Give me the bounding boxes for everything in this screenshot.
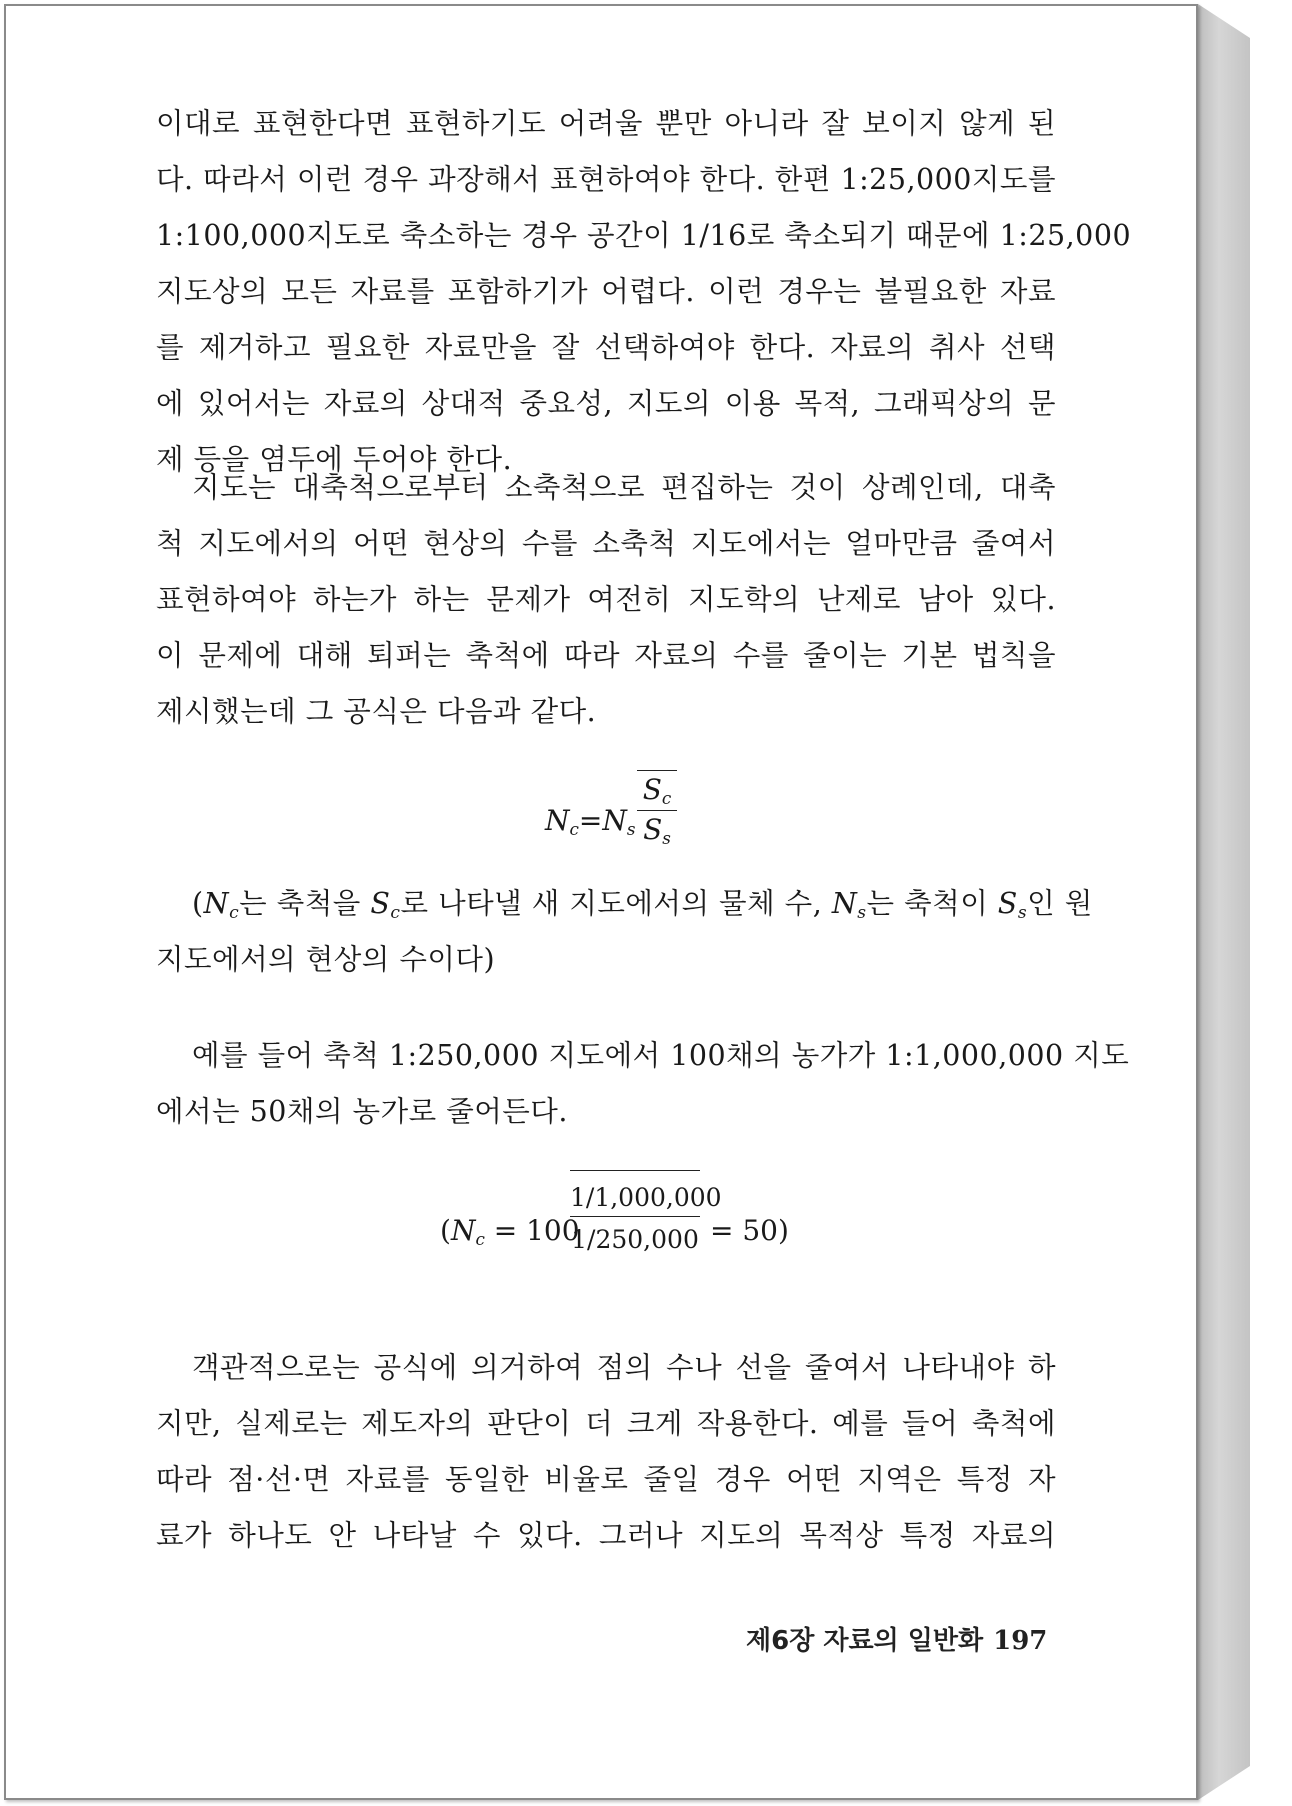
text-line: 지도는 대축척으로부터 소축척으로 편집하는 것이 상례인데, 대축: [192, 471, 1056, 504]
formula-example: [440, 1170, 800, 1280]
fraction-denominator: $S_s$: [643, 813, 671, 848]
paragraph-4: [156, 1340, 1056, 1564]
formula-lhs: $N_c=N_s$: [545, 804, 636, 839]
text-line: ($N_c$는 축척을 $S_c$로 나타낼 새 지도에서의 물체 수, $N_s$는 축척이 $S_s$인 원: [192, 887, 1093, 923]
text-line: 이 문제에 대해 퇴퍼는 축척에 따라 자료의 수를 줄이는 기본 법칙을: [156, 639, 1056, 672]
fraction-numerator: 1/1,000,000: [570, 1170, 700, 1212]
text-line: 따라 점·선·면 자료를 동일한 비율로 줄일 경우 어떤 지역은 특정 자: [156, 1463, 1056, 1496]
page-footer: [746, 1620, 1047, 1657]
text-line: 에서는 50채의 농가로 줄어든다.: [156, 1095, 568, 1128]
fraction-denominator: 1/250,000: [571, 1225, 699, 1254]
text-line: 를 제거하고 필요한 자료만을 잘 선택하여야 한다. 자료의 취사 선택: [156, 331, 1056, 364]
formula-legend: [156, 876, 1093, 988]
text-line: 표현하여야 하는가 하는 문제가 여전히 지도학의 난제로 남아 있다.: [156, 583, 1056, 616]
text-line: 척 지도에서의 어떤 현상의 수를 소축척 지도에서는 얼마만큼 줄여서: [156, 527, 1056, 560]
book-spine: [1198, 4, 1250, 1800]
paragraph-1: [156, 96, 1132, 488]
formula-lhs: ($N_c = 100$: [440, 1214, 580, 1249]
text-line: 지도상의 모든 자료를 포함하기가 어렵다. 이런 경우는 불필요한 자료: [156, 275, 1056, 308]
paragraph-2: [156, 460, 1056, 740]
text-line: 지도에서의 현상의 수이다): [156, 943, 496, 976]
text-line: 제 등을 염두에 두어야 한다.: [156, 443, 513, 476]
fraction-bar: [637, 810, 677, 811]
text-line: 예를 들어 축척 1:250,000 지도에서 100채의 농가가 1:1,000,000 지도: [192, 1039, 1130, 1072]
text-line: 1:100,000지도로 축소하는 경우 공간이 1/16로 축소되기 때문에 1:25,000: [156, 219, 1132, 252]
text-line: 이대로 표현한다면 표현하기도 어려울 뿐만 아니라 잘 보이지 않게 된: [156, 107, 1056, 140]
chapter-title: 제6장 자료의 일반화: [746, 1626, 984, 1656]
text-line: 지만, 실제로는 제도자의 판단이 더 크게 작용한다. 예를 들어 축척에: [156, 1407, 1056, 1440]
text-line: 료가 하나도 안 나타날 수 있다. 그러나 지도의 목적상 특정 자료의: [156, 1519, 1056, 1552]
text-line: 제시했는데 그 공식은 다음과 같다.: [156, 695, 597, 728]
formula-topfer-law: [545, 770, 705, 870]
fraction-bar: [570, 1216, 700, 1217]
page-number: 197: [993, 1626, 1048, 1656]
text-line: 객관적으로는 공식에 의거하여 점의 수나 선을 줄여서 나타내야 하: [192, 1351, 1056, 1384]
text-line: 에 있어서는 자료의 상대적 중요성, 지도의 이용 목적, 그래픽상의 문: [156, 387, 1056, 420]
text-line: 다. 따라서 이런 경우 과장해서 표현하여야 한다. 한편 1:25,000지도를: [156, 163, 1056, 196]
fraction-numerator: $S_c$: [637, 770, 677, 808]
paragraph-3: [156, 1028, 1130, 1140]
formula-root-fraction: [570, 1170, 722, 1254]
formula-result: = 50): [710, 1214, 789, 1247]
formula-root-fraction: [637, 770, 677, 848]
